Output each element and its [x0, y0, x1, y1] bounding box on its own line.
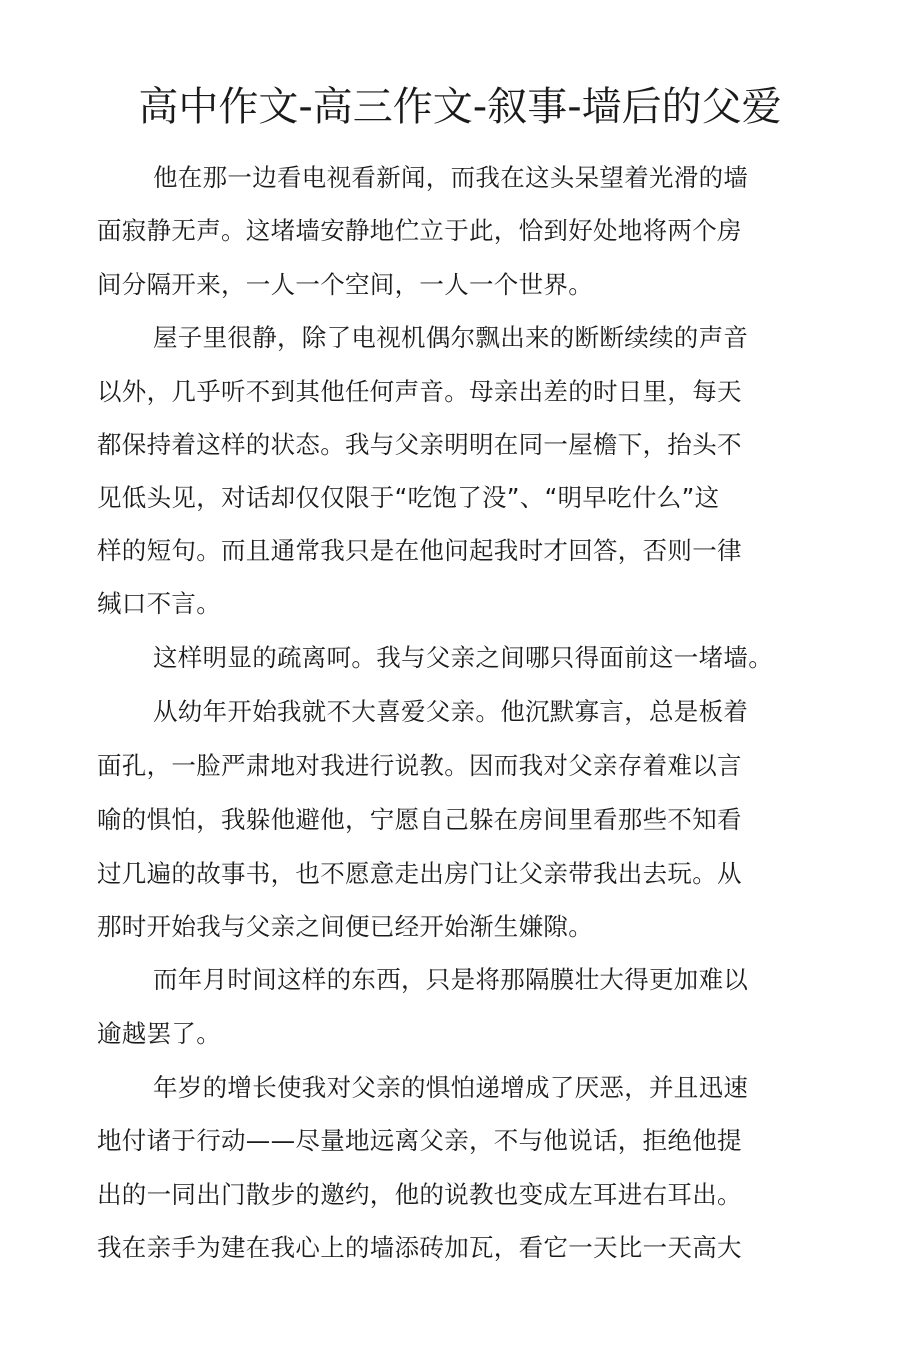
paragraph-line: 屋子里很静，除了电视机偶尔飘出来的断断续续的声音: [153, 323, 749, 352]
paragraph-line: 缄口不言。: [97, 589, 221, 618]
paragraph-line: 喻的惧怕，我躲他避他，宁愿自己躲在房间里看那些不知看: [97, 805, 742, 834]
paragraph-line: 他在那一边看电视看新闻，而我在这头呆望着光滑的墙: [153, 163, 749, 192]
paragraph-line: 逾越罢了。: [97, 1019, 221, 1048]
paragraph-line: 样的短句。而且通常我只是在他问起我时才回答，否则一律: [97, 536, 742, 565]
paragraph-line: 间分隔开来，一人一个空间，一人一个世界。: [97, 270, 593, 299]
paragraph-line: 而年月时间这样的东西，只是将那隔膜壮大得更加难以: [153, 965, 749, 994]
paragraph-line: 以外，几乎听不到其他任何声音。母亲出差的时日里，每天: [97, 377, 742, 406]
paragraph-line: 过几遍的故事书，也不愿意走出房门让父亲带我出去玩。从: [97, 859, 742, 888]
paragraph-line: 出的一同出门散步的邀约，他的说教也变成左耳进右耳出。: [97, 1180, 742, 1209]
paragraph-line: 面寂静无声。这堵墙安静地伫立于此，恰到好处地将两个房: [97, 216, 742, 245]
paragraph-line: 年岁的增长使我对父亲的惧怕递增成了厌恶，并且迅速: [153, 1073, 749, 1102]
paragraph-line: 见低头见，对话却仅仅限于“吃饱了没”、“明早吃什么”这: [97, 483, 720, 512]
paragraph-line: 地付诸于行动——尽量地远离父亲，不与他说话，拒绝他提: [97, 1126, 742, 1155]
paragraph-line: 面孔，一脸严肃地对我进行说教。因而我对父亲存着难以言: [97, 751, 742, 780]
document-title: 高中作文-高三作文-叙事-墙后的父爱: [138, 84, 782, 130]
paragraph-line: 都保持着这样的状态。我与父亲明明在同一屋檐下，抬头不: [97, 430, 742, 459]
paragraph-line: 那时开始我与父亲之间便已经开始渐生嫌隙。: [97, 912, 593, 941]
paragraph-line: 从幼年开始我就不大喜爱父亲。他沉默寡言，总是板着: [153, 697, 749, 726]
paragraph-line: 这样明显的疏离呵。我与父亲之间哪只得面前这一堵墙。: [153, 643, 773, 672]
paragraph-line: 我在亲手为建在我心上的墙添砖加瓦，看它一天比一天高大: [97, 1233, 742, 1262]
